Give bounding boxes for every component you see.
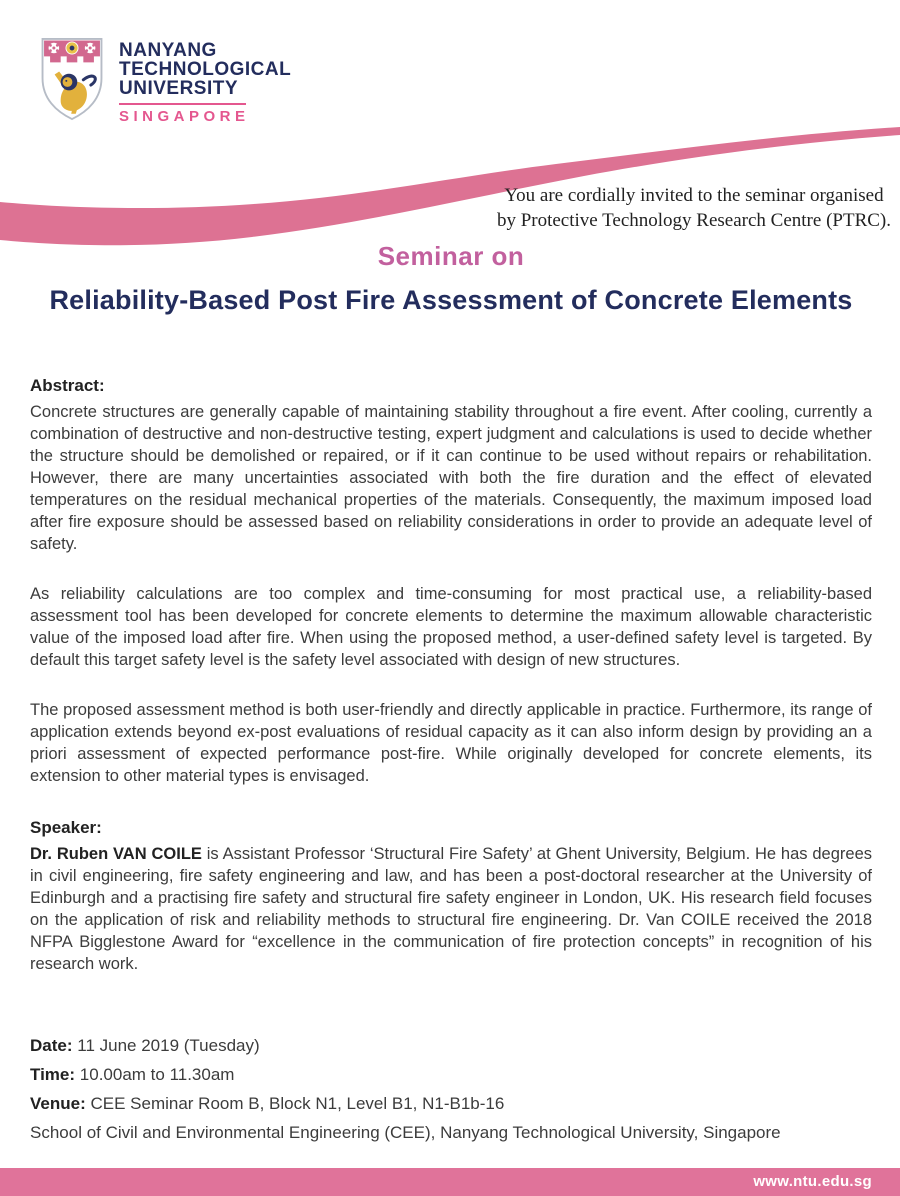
speaker-name: Dr. Ruben VAN COILE (30, 845, 202, 863)
ntu-logo (38, 36, 291, 125)
footer-bar (0, 1168, 900, 1196)
date-label: Date: (30, 1036, 73, 1055)
speaker-heading: Speaker: (30, 818, 102, 837)
invitation-note (497, 183, 891, 233)
event-time-row (30, 1060, 872, 1089)
abstract-paragraph-2: As reliability calculations are too complex and time-consuming for most practical use, a reliability-based assessment tool has been developed for concrete elements to determine the maximum allowable characteristic value of the imposed load after fire. When using the proposed method, a user-defined safety level is targeted. By default this target safety level is the safety level associated with design of new structures. (30, 585, 872, 669)
crest-emblem-left-icon (49, 43, 60, 54)
invitation-line1: You are cordially invited to the seminar organised (504, 185, 884, 206)
seminar-title: Reliability-Based Post Fire Assessment of Concrete Elements (49, 285, 853, 315)
event-school-row: School of Civil and Environmental Engineering (CEE), Nanyang Technological University, Singapore (30, 1123, 781, 1142)
speaker-bio-text: is Assistant Professor ‘Structural Fire Safety’ at Ghent University, Belgium. He has degrees in civil engineering, fire safety engineering and law, and has been a post-doctoral researcher at the University of Edinburgh and a practising fire safety and structural fire safety engineer in London, UK. His research field focuses on the application of risk and reliability methods to structural fire engineering. Dr. Van COILE received the 2018 NFPA Bigglestone Award for “excellence in the communication of fire protection concepts” in recognition of his research work. (30, 845, 873, 973)
crest-emblem-right-icon (85, 43, 96, 54)
main-content (30, 241, 872, 1147)
abstract-paragraph-3: The proposed assessment method is both user-friendly and directly applicable in practice. Furthermore, its range of application extends beyond ex-post evaluations of residual capacity as it can also inform design by providing an a priori assessment of expected performance post-fire. While originally developed for concrete elements, its extension to other material types is envisaged. (30, 701, 872, 785)
invitation-line2: by Protective Technology Research Centre (PTRC). (496, 210, 891, 231)
time-value: 10.00am to 11.30am (79, 1065, 235, 1084)
abstract-heading: Abstract: (30, 376, 105, 395)
time-label: Time: (30, 1065, 76, 1084)
date-value: 11 June 2019 (Tuesday) (77, 1036, 260, 1055)
venue-value: CEE Seminar Room B, Block N1, Level B1, N1-B1b-16 (90, 1094, 505, 1113)
venue-label: Venue: (30, 1094, 86, 1113)
speaker-bio (30, 843, 872, 975)
event-venue-row (30, 1089, 872, 1118)
event-date-row (30, 1031, 872, 1060)
event-details (30, 1031, 872, 1147)
footer-url-link[interactable]: www.ntu.edu.sg (753, 1173, 872, 1190)
ntu-crest-logo (38, 36, 106, 122)
ntu-wordmark (119, 36, 291, 125)
abstract-paragraph-1: Concrete structures are generally capable of maintaining stability throughout a fire event. After cooling, currently a combination of destructive and non-destructive testing, expert judgment and calculations is used to decide whether the structure should be demolished or repaired, or if it can continue to be used without repairs or rehabilitation. However, there are many uncertainties associated with both the fire duration and the effect of elevated temperatures on the residual mechanical properties of the materials. Consequently, the maximum imposed load after fire exposure should be assessed based on reliability considerations in order to provide an adequate level of safety. (30, 403, 872, 553)
ntu-wordmark-singapore: SINGAPORE (119, 108, 250, 125)
seminar-kicker: Seminar on (377, 241, 525, 271)
ntu-wordmark-line1: NANYANG (119, 40, 217, 61)
ntu-wordmark-divider (119, 103, 246, 105)
crest-emblem-center-icon (66, 42, 78, 54)
ntu-wordmark-line3: UNIVERSITY (119, 78, 239, 99)
ntu-wordmark-line2: TECHNOLOGICAL (119, 59, 292, 80)
